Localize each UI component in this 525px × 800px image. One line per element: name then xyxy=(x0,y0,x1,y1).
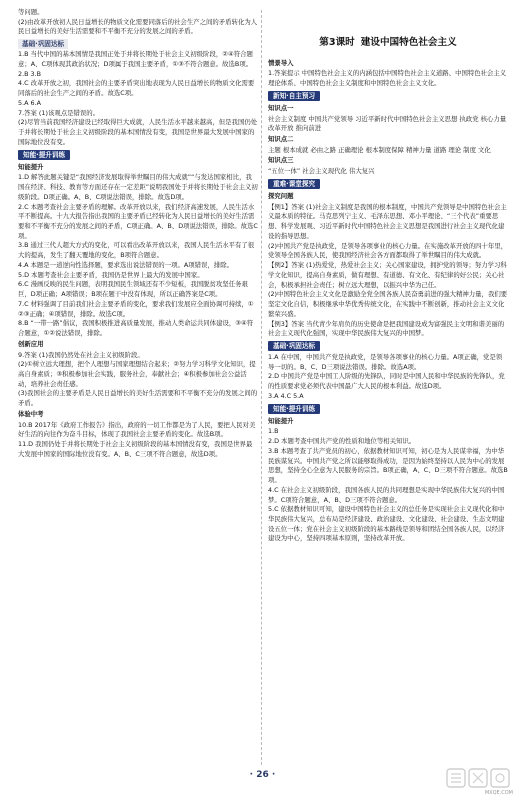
page-number-value: 26 xyxy=(256,770,269,780)
section-tag-row xyxy=(268,177,508,191)
lesson-number: 第3课时 xyxy=(319,37,355,48)
answer-paragraph: 4.A 本题是一道逆向性选择题，要求选出说法错误的一项。A项错误，排除。 xyxy=(18,260,233,269)
subheading: 体验中考 xyxy=(18,409,44,418)
left-column xyxy=(18,8,258,460)
answer-paragraph: (2)中国共产党是执政党，是领导各项事业的核心力量。在实施改革开放的四十年里，党领导全国各族人民，使我国经济社会各方面都取得了举世瞩目的伟大成就。 xyxy=(268,241,508,260)
section-label: 基础·巩固达标 xyxy=(18,39,68,49)
answer-paragraph: 4.C 改革开放之初，我国社会的主要矛盾突出地表现为人民日益增长的物质文化需要同落后的社会生产之间的矛盾。故选C项。 xyxy=(18,79,255,98)
answer-paragraph: 3.A 4.C 5.A xyxy=(268,391,304,400)
subheading: 探究问题 xyxy=(268,191,294,200)
answer-paragraph: 2.C 本题考查社会主要矛盾的理解。改革开放以来，我们经济高速发展，人民生活水平不断提高。十九大报告指出我国的主要矛盾已经转化为人民日益增长的美好生活需要和不平衡不充分的发展之间的矛盾，C项正确。A、B、D项说法错误，排除。故选C项。 xyxy=(18,202,258,240)
answer-paragraph: “五位一体” 社会主义现代化 伟大复兴 xyxy=(268,167,375,176)
answer-paragraph: 2.B 3.B xyxy=(18,69,41,78)
section-tag-row xyxy=(268,402,508,416)
answer-paragraph: 5.C 依据教材知识可知，建设中国特色社会主义的总任务是实现社会主义现代化和中华民族伟大复兴，总布局是经济建设、政治建设、文化建设、社会建设、生态文明建设五位一体；党在社会主义初级阶段的基本路线是领导和团结全国各族人民，以经济建设为中心，坚持四项基本原则，坚持改革开放。 xyxy=(268,505,505,543)
answer-paragraph: 2.D 本题考查中国共产党的性质和地位等相关知识。 xyxy=(268,437,416,446)
answer-paragraph: 5.A 6.A xyxy=(18,98,41,107)
lesson-title xyxy=(268,36,508,51)
answer-paragraph: 9.答案 (1)我国仍然处在社会主义初级阶段。 xyxy=(18,350,144,359)
answer-paragraph: 1.B xyxy=(268,427,279,436)
answer-paragraph: (3)我国社会的主要矛盾是人民日益增长的美好生活需要和不平衡不充分的发展之间的矛盾。 xyxy=(18,389,258,408)
answer-paragraph: 3.B 本题考查了共产党员的初心，依据教材知识可知，初心是为人民谋幸福，为中华民族谋复兴。中国共产党之所以能够取得成功，是因为始终坚持以人民为中心的发展思想，坚持全心全意为人民服务的宗旨。B项正确，A、C、D三项不符合题意。故选B项。 xyxy=(268,446,508,485)
subheading: 创新应用 xyxy=(18,339,44,348)
answer-paragraph: 2.D 中国共产党是中国工人阶级的先锋队，同时是中国人民和中华民族的先锋队，党的性质要求党必须代表中国最广大人民的根本利益。故选D项。 xyxy=(268,372,505,391)
section-tag-row xyxy=(268,89,508,103)
section-tag: 重难·课堂探究 xyxy=(268,179,320,189)
subheading: 知识点三 xyxy=(268,156,294,165)
subheading: 知识点一 xyxy=(268,103,294,112)
answer-paragraph: 10.B 2017年《政府工作报告》指出，政府的一切工作都是为了人民，要把人民对美好生活的向往作为奋斗目标，体现了我国社会主要矛盾的变化。故选B项。 xyxy=(18,420,256,439)
section-tag: 基础·巩固达标 xyxy=(268,341,320,351)
subheading: 情景导入 xyxy=(268,58,294,67)
subheading: 知识点二 xyxy=(268,135,294,143)
answer-paragraph: 4.C 在社会主义初级阶段，我国各族人民的共同理想是实现中华民族伟大复兴的中国梦。C项符合题意，A、B、D三项不符合题意。 xyxy=(268,485,505,504)
answer-paragraph: 5.D 本题考查社会主要矛盾，我国仍是世界上最大的发展中国家。 xyxy=(18,270,204,279)
answer-paragraph: 等问题。 xyxy=(18,8,44,16)
answer-paragraph: (2)中国特色社会主义文化是激励全党全国各族人民奋勇前进的强大精神力量，我们要坚定文化自信，积极继承中华优秀传统文化，在实践中不断创新，推动社会主义文化繁荣兴盛。 xyxy=(268,290,508,318)
answer-paragraph: 8.B “一带一路”倡议，我国积极推进高质量发展，推动人类命运共同体建设，③④符合题意，①②说法错误，排除。 xyxy=(18,319,254,338)
subheading: 知能提升 xyxy=(268,416,294,425)
answer-paragraph: 【例1】答案 (1)社会主义制度是我国的根本制度，中国共产党领导是中国特色社会主义最本质的特征。马克思列宁主义、毛泽东思想、邓小平理论、“三个代表”重要思想、科学发展观、习近平新时代中国特色社会主义思想是我国进行社会主义现代化建设的指导思想。 xyxy=(268,202,507,240)
column-divider xyxy=(261,10,262,765)
subheading: 知能提升 xyxy=(18,162,44,171)
watermark-logo xyxy=(445,766,515,792)
answer-paragraph: 11.D 我国仍处于并将长期处于社会主义初级阶段的基本国情没有变，我国是世界最大发展中国家的国际地位没有变。A、B、C三项不符合题意，故选D项。 xyxy=(18,440,253,458)
page-number: · 26 · xyxy=(249,770,276,780)
section-label-row xyxy=(18,37,258,50)
answer-paragraph: 【例3】答案 当代青少年肩负的历史使命是把我国建设成为富强民主文明和谐美丽的社会主义现代化强国，实现中华民族伟大复兴的中国梦。 xyxy=(268,319,505,338)
answer-paragraph: 7.C 材料强调了目前我们社会主要矛盾的变化，要求我们发展应全面协调可持续，①②③正确；④项错误，排除。故选C项。 xyxy=(18,299,254,318)
answer-paragraph: 社会主义制度 中国共产党领导 习近平新时代中国特色社会主义思想 执政党 核心力量 改革开放 推向前进 xyxy=(268,114,507,133)
answer-paragraph: 1.答案提示 中国特色社会主义的内涵包括中国特色社会主义道路、中国特色社会主义理论体系、中国特色社会主义制度和中国特色社会主义文化。 xyxy=(268,69,507,88)
watermark-url: MXQE.COM xyxy=(484,790,513,796)
section-tag-row xyxy=(18,148,258,162)
answer-paragraph: (2)由改革开放初人民日益增长的物质文化需要同落后的社会生产之间的矛盾转化为人民日益增长的美好生活需要和不平衡不充分的发展之间的矛盾。 xyxy=(18,17,258,36)
answer-paragraph: 【例2】答案 (1)热爱党，热爱社会主义；关心国家建设，拥护党的领导；努力学习科学文化知识，提高自身素质，做有理想、有道德、有文化、有纪律的好公民；关心社会，积极承担社会责任；树立远大理想，以振兴中华为己任。 xyxy=(268,261,507,289)
right-column xyxy=(268,8,508,544)
section-tag: 知能·提升训练 xyxy=(268,404,320,414)
answer-paragraph: 3.B 通过三代人超大方式的变化，可以看出改革开放以来，我国人民生活水平有了很大的提高，发生了翻天覆地的变化，B项符合题意。 xyxy=(18,241,255,260)
answer-paragraph: 7.答案 (1)该观点是错误的。 xyxy=(18,108,100,117)
answer-paragraph: 1.D 解答此题关键是“我国经济发展取得举世瞩目的伟大成就”“与发达国家相比，我国在经济、科技、教育等方面还存在一定差距”说明我国处于并将长期处于社会主义初级阶段。D项正确。A、B、C项说法错误，排除。故选D项。 xyxy=(18,173,258,201)
answer-paragraph: 1.B 当代中国的基本国情是我国正处于并将长期处于社会主义初级阶段，②④符合题意；A、C项体现其政治状况；D项属于我国主要矛盾，①③不符合题意。故选B项。 xyxy=(18,50,253,68)
answer-paragraph: 6.C 漫画反映的民生问题，表明我国民生领域还有不少短板，我国脱贫攻坚任务艰巨，D项正确；A项错误；B项在题干中没有体现，所以正确答案是C项。 xyxy=(18,280,248,299)
lesson-name: 建设中国特色社会主义 xyxy=(360,37,457,48)
answer-paragraph: 1.A 在中国，中国共产党是执政党，是领导各项事业的核心力量。A项正确，党是领导一切的。B、C、D三项说法错误。排除。故选A项。 xyxy=(268,352,503,371)
section-tag: 新知·自主预习 xyxy=(268,91,320,101)
answer-paragraph: 主题 根本成就 必由之路 正确理论 根本制度保障 精神力量 道路 理论 制度 文化 xyxy=(268,145,491,154)
section-tag-row xyxy=(268,339,508,353)
section-tag: 知能·提升训练 xyxy=(18,150,70,160)
answer-paragraph: (2)①树立远大理想，把个人理想与国家理想结合起来；②努力学习科学文化知识，提高自身素质；③积极参加社会实践，服务社会，奉献社会；④积极参加社会公益活动，培养社会责任感。 xyxy=(18,360,256,388)
answer-paragraph: (2)尽管当前我国经济建设已经取得巨大成就，人民生活水平越来越高，但是我国仍处于并将长期处于社会主义初级阶段的基本国情没有变，我国是世界最大发展中国家的国际地位没有变。 xyxy=(18,118,258,146)
